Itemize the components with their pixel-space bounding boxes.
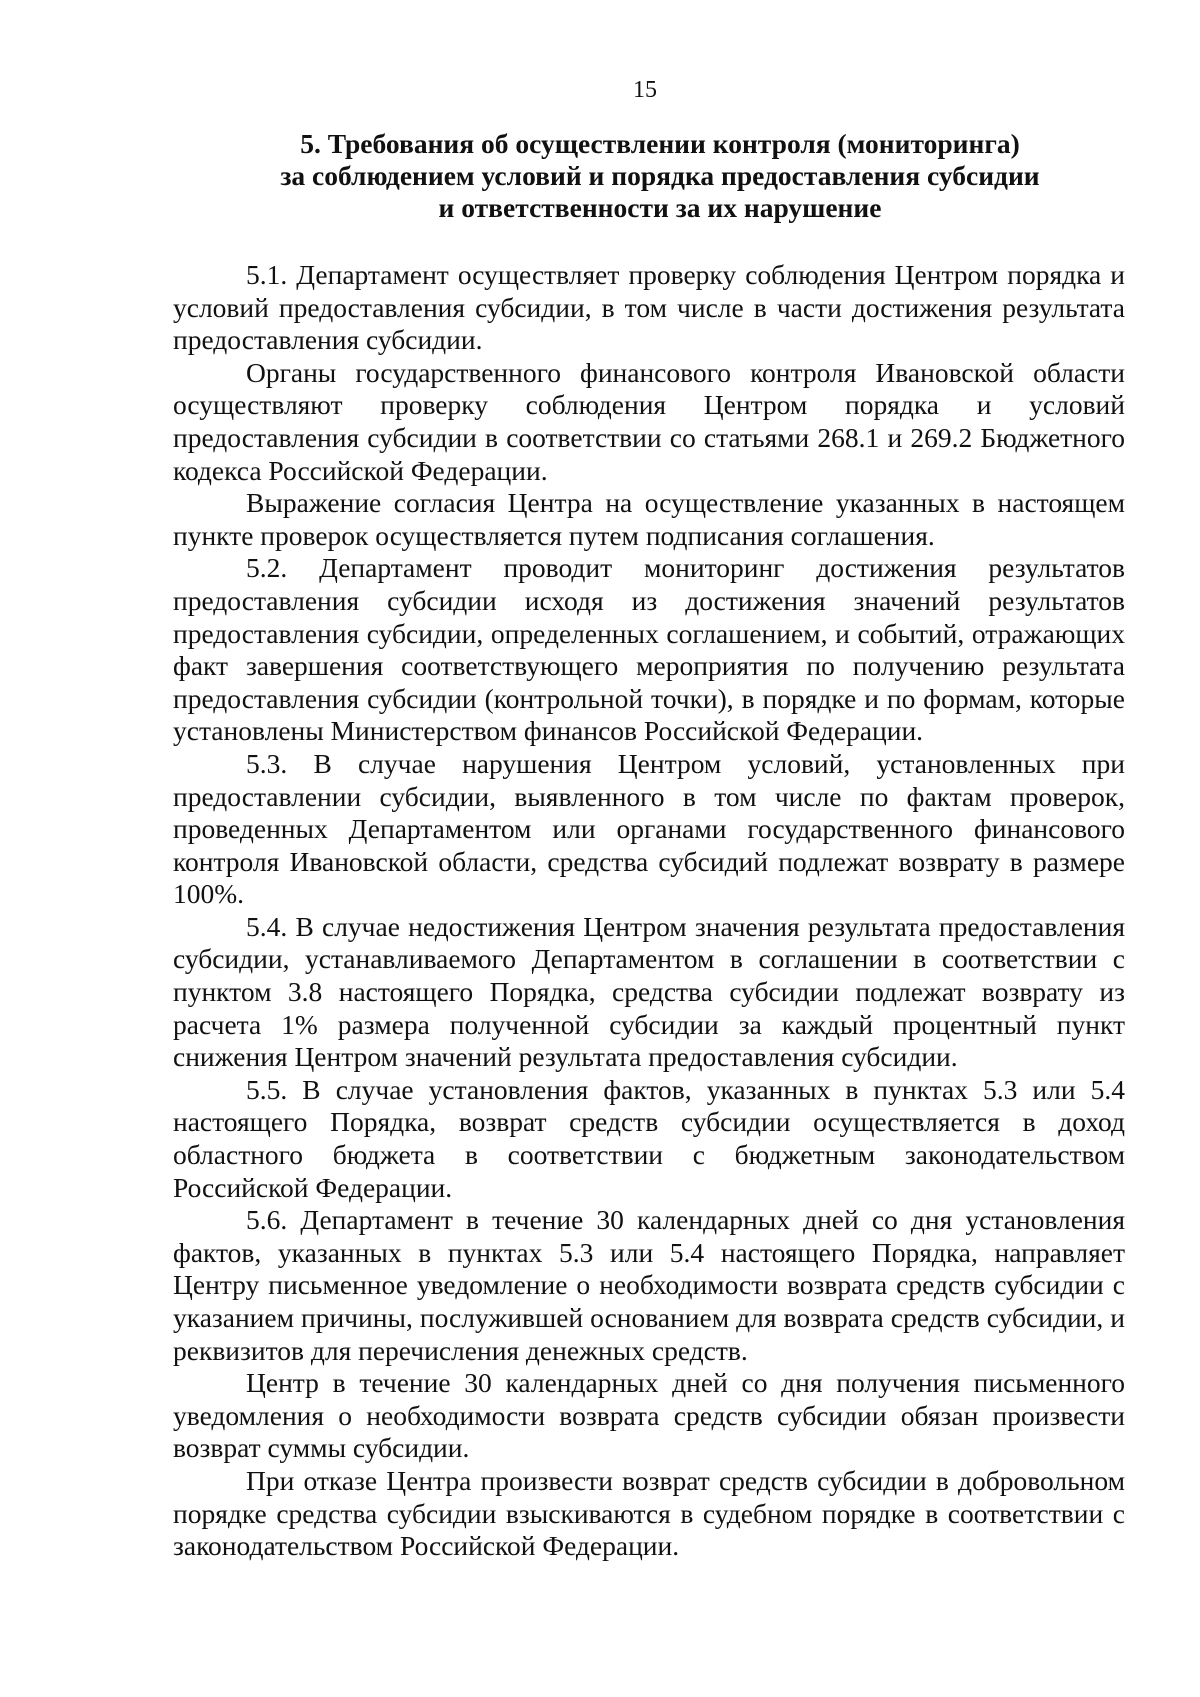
section-heading-line: и ответственности за их нарушение bbox=[438, 192, 882, 223]
paragraph-refusal: При отказе Центра произвести возврат средств субсидии в добровольном порядке средства субсидии взыскиваются в судебном порядке в соответствии с законодательством Российской Федерации. bbox=[173, 1464, 1125, 1562]
paragraph-5-3: 5.3. В случае нарушения Центром условий, установленных при предоставлении субсидии, выявленного в том числе по фактам проверок, проведенных Департаментом или органами государственного финансового контроля Ивановской области, средства субсидий подлежат возврату в размере 100%. bbox=[173, 747, 1125, 910]
paragraph-return-deadline: Центр в течение 30 календарных дней со дня получения письменного уведомления о необходимости возврата средств субсидии обязан произвести возврат суммы субсидии. bbox=[173, 1367, 1125, 1464]
page-number: 15 bbox=[633, 77, 657, 103]
paragraph-5-4: 5.4. В случае недостижения Центром значения результата предоставления субсидии, устанавливаемого Департаментом в соглашении в соответствии с пунктом 3.8 настоящего Порядка, средства субсидии подлежат возврату из расчета 1% размера полученной субсидии за каждый процентный пункт снижения Центром значений результата предоставления субсидии. bbox=[173, 910, 1125, 1073]
paragraph-5-1: 5.1. Департамент осуществляет проверку соблюдения Центром порядка и условий предоставления субсидии, в том числе в части достижения результата предоставления субсидии. bbox=[173, 259, 1125, 356]
paragraph-5-6: 5.6. Департамент в течение 30 календарных дней со дня установления фактов, указанных в пунктах 5.3 или 5.4 настоящего Порядка, направляет Центру письменное уведомление о необходимости возврата средств субсидии с указанием причины, послужившей основанием для возврата средств субсидии, и реквизитов для перечисления денежных средств. bbox=[173, 1204, 1125, 1366]
section-heading bbox=[200, 128, 1120, 224]
paragraph-5-2: 5.2. Департамент проводит мониторинг достижения результатов предоставления субсидии исходя из достижения значений результатов предоставления субсидии, определенных соглашением, и событий, отражающих факт завершения соответствующего мероприятия по получению результата предоставления субсидии (контрольной точки), в порядке и по формам, которые установлены Министерством финансов Российской Федерации. bbox=[173, 552, 1125, 747]
section-heading-line: за соблюдением условий и порядка предоставления субсидии bbox=[280, 160, 1040, 191]
section-heading-line: 5. Требования об осуществлении контроля (мониторинга) bbox=[300, 128, 1020, 159]
document-body bbox=[173, 259, 1125, 1563]
paragraph-financial-control: Органы государственного финансового контроля Ивановской области осуществляют проверку соблюдения Центром порядка и условий предоставления субсидии в соответствии со статьями 268.1 и 269.2 Бюджетного кодекса Российской Федерации. bbox=[173, 356, 1125, 486]
paragraph-5-5: 5.5. В случае установления фактов, указанных в пунктах 5.3 или 5.4 настоящего Порядка, возврат средств субсидии осуществляется в доход областного бюджета в соответствии с бюджетным законодательством Российской Федерации. bbox=[173, 1073, 1125, 1203]
paragraph-consent: Выражение согласия Центра на осуществление указанных в настоящем пункте проверок осуществляется путем подписания соглашения. bbox=[173, 487, 1125, 551]
